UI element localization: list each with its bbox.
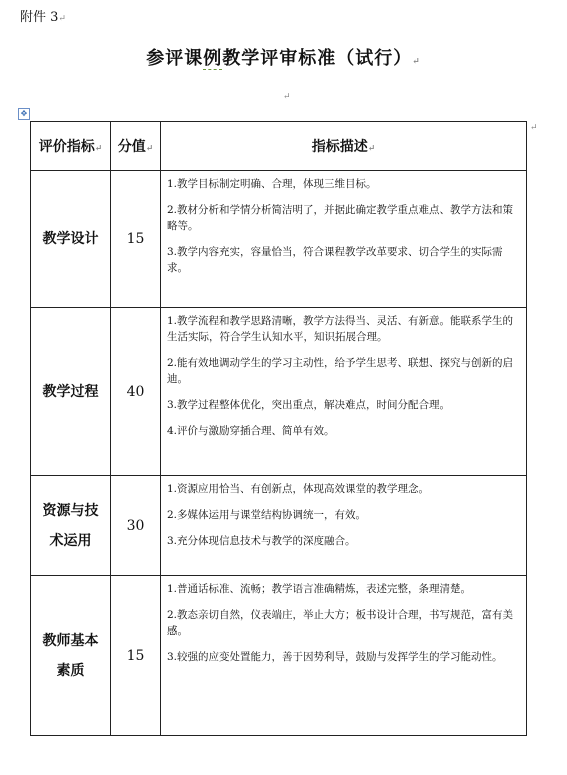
indicator-label: 素质 bbox=[56, 662, 85, 679]
header-score: 分值↵ bbox=[111, 122, 161, 171]
criterion-item: 3.充分体现信息技术与教学的深度融合。 bbox=[167, 535, 356, 547]
table-row bbox=[31, 171, 527, 308]
description-cell bbox=[161, 308, 527, 476]
indicator-label: 资源与技 bbox=[42, 502, 99, 519]
criterion-item: 3.教学过程整体优化，突出重点，解决难点，时间分配合理。 bbox=[167, 399, 451, 411]
table-row bbox=[31, 476, 527, 576]
criteria-table bbox=[30, 121, 527, 736]
criterion-item: 3.较强的应变处置能力，善于因势利导，鼓励与发挥学生的学习能动性。 bbox=[167, 651, 503, 663]
table-row bbox=[31, 576, 527, 736]
header-description: 指标描述↵ bbox=[161, 122, 527, 171]
description-cell bbox=[161, 576, 527, 736]
paragraph-mark: ↵ bbox=[283, 92, 291, 102]
indicator-cell bbox=[31, 171, 111, 308]
score-cell: 40 bbox=[111, 308, 161, 476]
score-cell: 30 bbox=[111, 476, 161, 576]
criterion-item: 2.多媒体运用与课堂结构协调统一，有效。 bbox=[167, 509, 367, 521]
paragraph-mark: ↵ bbox=[58, 14, 66, 24]
indicator-cell bbox=[31, 576, 111, 736]
row-end-mark: ↵ bbox=[530, 123, 538, 133]
score-cell: 15 bbox=[111, 171, 161, 308]
description-cell bbox=[161, 476, 527, 576]
page-title: 参评课例教学评审标准（试行）↵ bbox=[146, 48, 421, 69]
indicator-label: 教学过程 bbox=[42, 383, 99, 400]
table-header-row bbox=[31, 122, 527, 171]
paragraph-mark: ↵ bbox=[412, 57, 421, 67]
indicator-label: 教师基本 bbox=[42, 632, 99, 649]
description-cell bbox=[161, 171, 527, 308]
score-cell: 15 bbox=[111, 576, 161, 736]
criterion-item: 2.能有效地调动学生的学习主动性，给予学生思考、联想、探究与创新的启迪。 bbox=[167, 357, 514, 385]
indicator-cell bbox=[31, 308, 111, 476]
criterion-item: 2.教材分析和学情分析简洁明了，并据此确定教学重点难点、教学方法和策略等。 bbox=[167, 204, 514, 232]
indicator-label: 术运用 bbox=[49, 532, 92, 549]
indicator-label: 教学设计 bbox=[42, 231, 99, 247]
spellcheck-underline-word: 例 bbox=[203, 48, 223, 69]
criterion-item: 1.教学流程和教学思路清晰，教学方法得当、灵活、有新意。能联系学生的生活实际，符合学生认知水平，知识拓展合理。 bbox=[167, 315, 514, 343]
table-row bbox=[31, 308, 527, 476]
criterion-item: 4.评价与激励穿插合理、简单有效。 bbox=[167, 425, 335, 437]
criterion-item: 2.教态亲切自然，仪表端庄，举止大方；板书设计合理，书写规范，富有美感。 bbox=[167, 609, 514, 637]
criterion-item: 1.普通话标准、流畅；教学语言准确精炼，表述完整，条理清楚。 bbox=[167, 583, 472, 595]
indicator-cell bbox=[31, 476, 111, 576]
criterion-item: 3.教学内容充实，容量恰当，符合课程教学改革要求、切合学生的实际需求。 bbox=[167, 246, 503, 274]
attachment-label: 附件 3↵ bbox=[20, 10, 66, 25]
criterion-item: 1.资源应用恰当、有创新点，体现高效课堂的教学理念。 bbox=[167, 483, 430, 495]
table-move-handle-icon[interactable]: ✥ bbox=[18, 108, 30, 120]
header-indicator: 评价指标↵ bbox=[31, 122, 111, 171]
criterion-item: 1.教学目标制定明确、合理，体现三维目标。 bbox=[167, 178, 377, 190]
